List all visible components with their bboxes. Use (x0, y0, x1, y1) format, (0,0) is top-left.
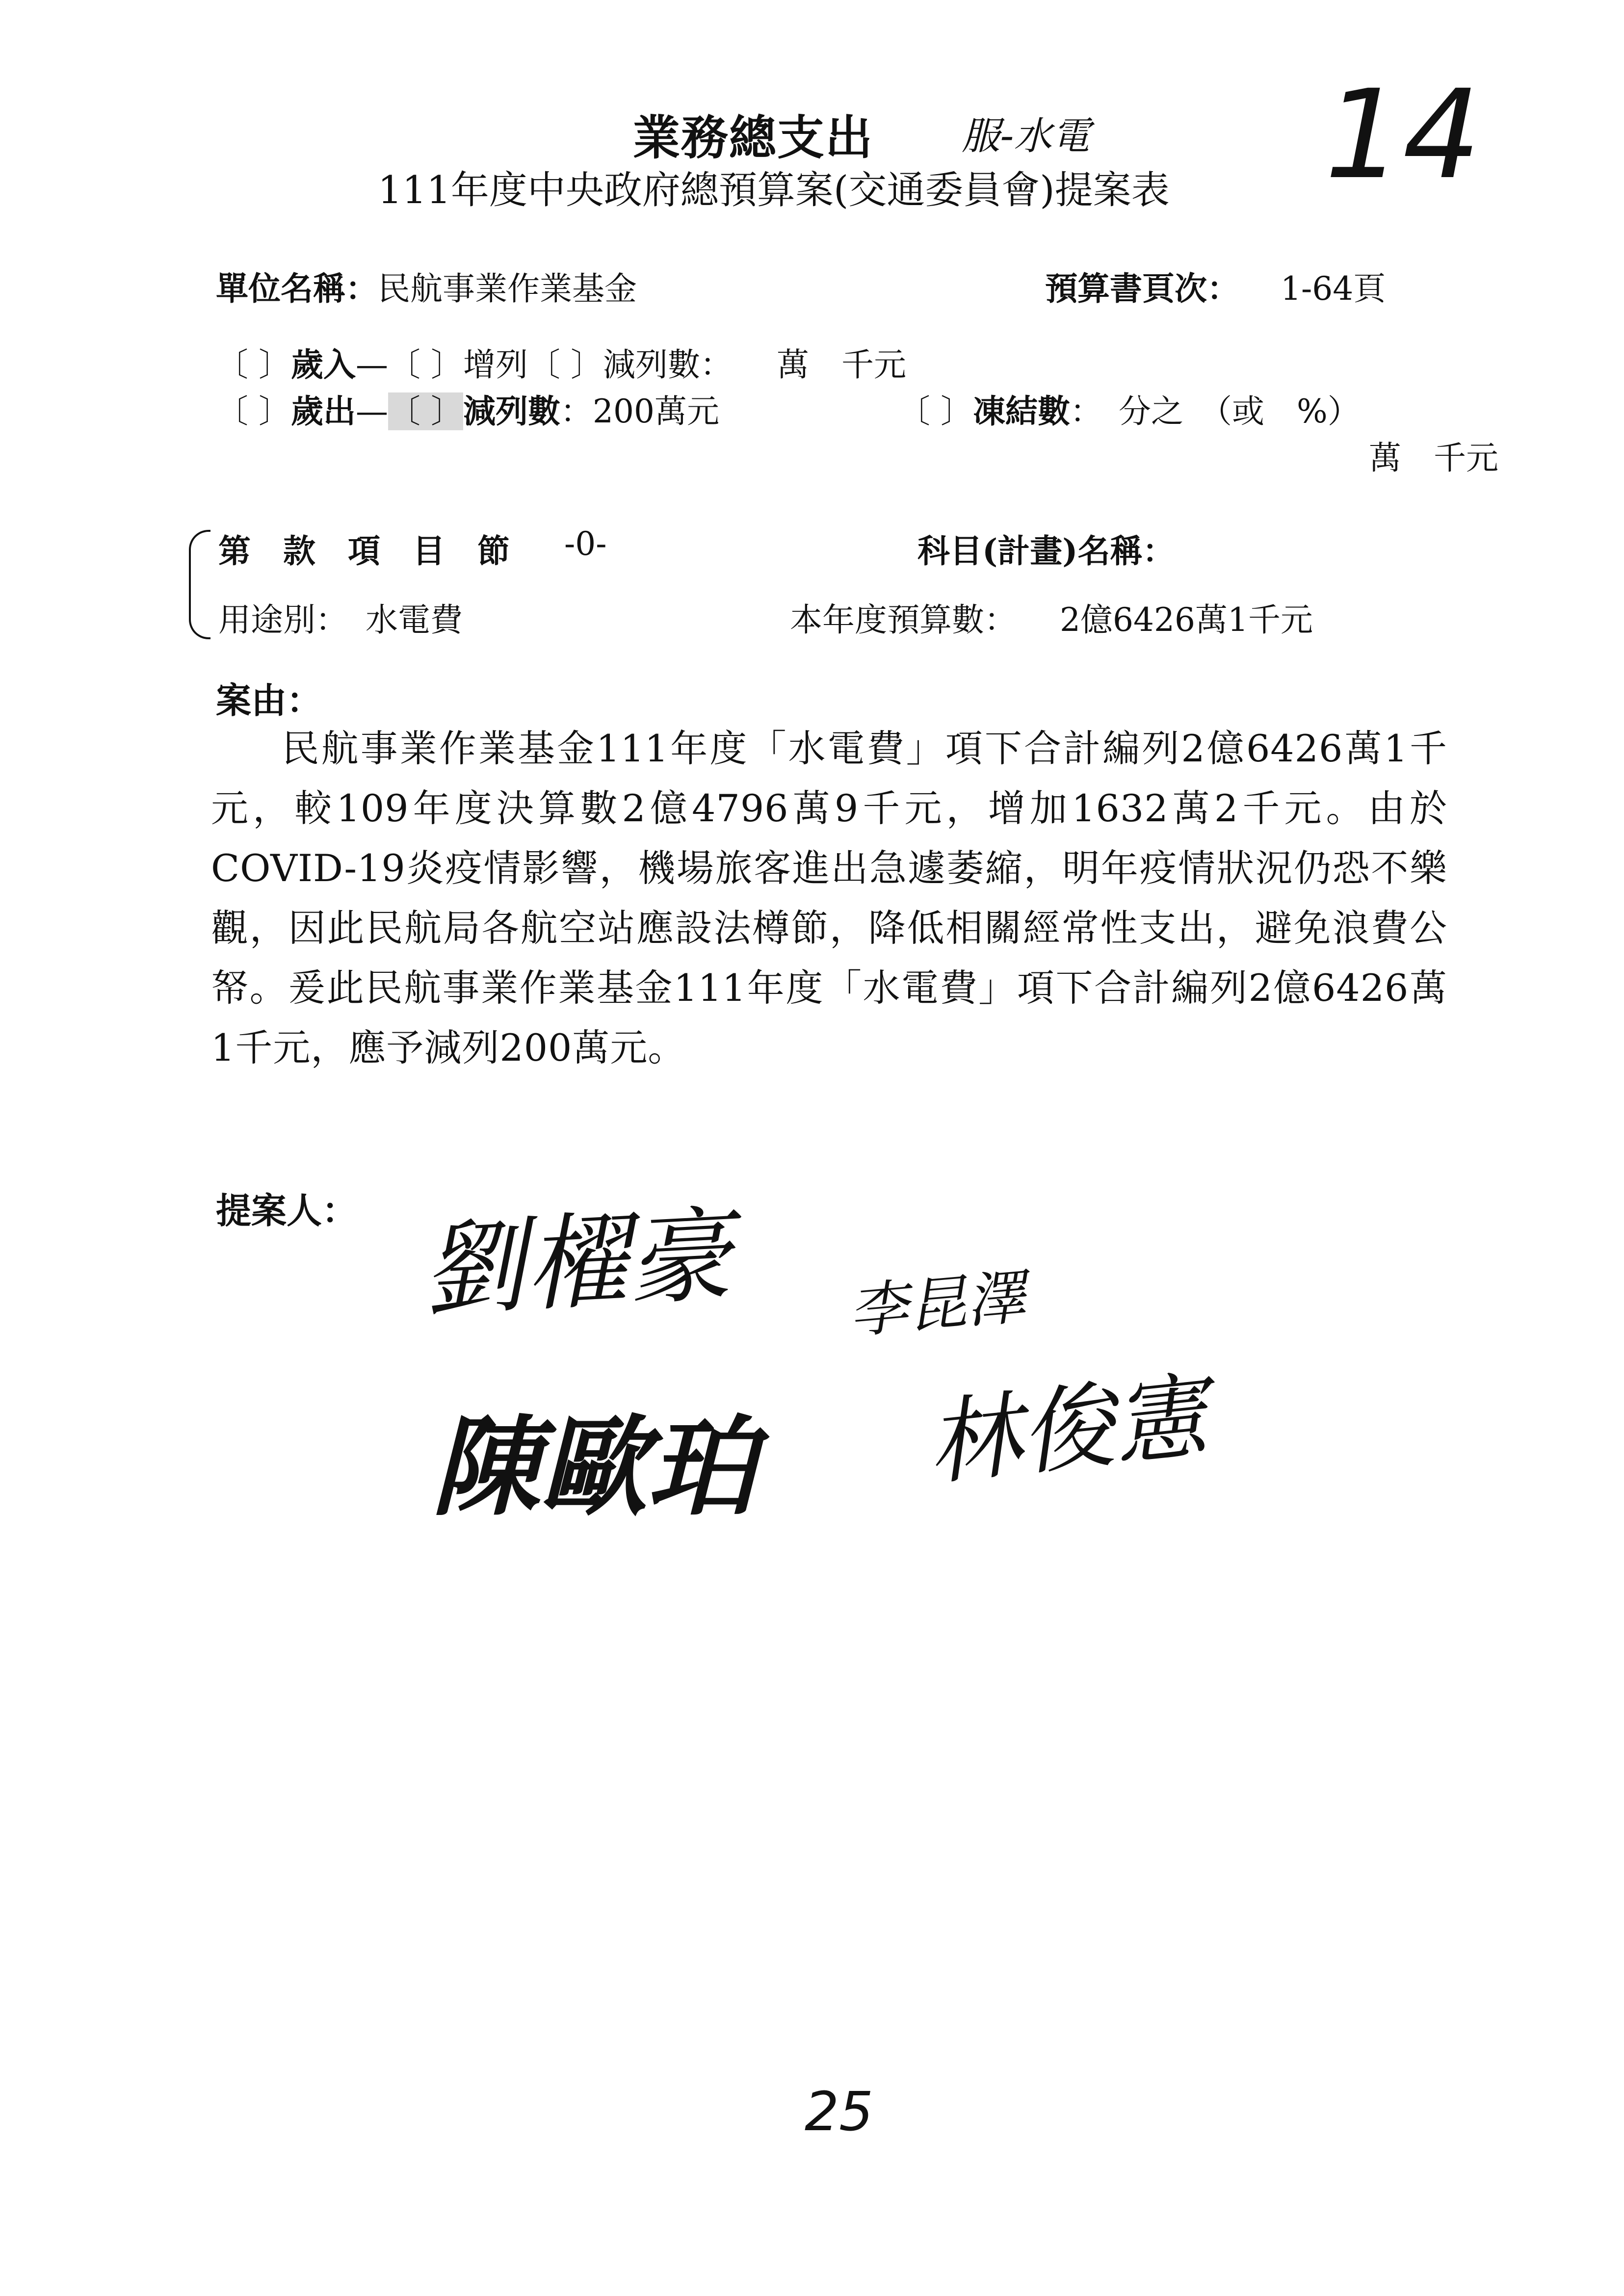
budget-page-value: 1-64頁 (1281, 270, 1386, 308)
freeze-checkbox: 〔 〕 (898, 392, 973, 430)
revenue-decrease-label: 減列數： (602, 346, 733, 384)
handwritten-note: 服-水電 (962, 114, 1091, 158)
signature: 林俊憲 (922, 1361, 1212, 1499)
signature: 陳歐珀 (432, 1403, 756, 1530)
unit-label: 單位名稱： (216, 269, 378, 308)
increase-checkbox: 〔 〕 (388, 346, 463, 384)
proposer-label: 提案人： (216, 1190, 358, 1231)
subject-label: 科目(計畫)名稱： (917, 532, 1175, 570)
freeze-fraction: ： 分之 （或 %） (1070, 392, 1360, 430)
increase-label: 增列 (463, 346, 528, 384)
handwritten-number: 14 (1325, 63, 1481, 206)
expense-decrease-checkbox: 〔 〕 (388, 392, 463, 430)
expense-decrease-label: 減列數 (463, 392, 560, 430)
case-text: 民航事業作業基金111年度「水電費」項下合計編列2億6426萬1千元，較109年度決算數2億4796萬9千元，增加1632萬2千元。由於COVID-19炎疫情影響，機場旅客進出急遽萎縮，明年疫情狀況仍恐不樂觀，因此民航局各航空站應設法樽節，降低相關經常性支出，避免浪費公帑。爰此民航事業作業基金111年度「水電費」項下合計編列2億6426萬1千元，應予減列200萬元。 (211, 727, 1447, 1070)
signature: 劉櫂豪 (419, 1195, 734, 1331)
budget-page-label: 預算書頁次： (1045, 269, 1239, 308)
revenue-units: 萬 千元 (776, 346, 906, 384)
classification-value: -0- (564, 525, 607, 563)
unit-value: 民航事業作業基金 (378, 270, 637, 308)
revenue-checkbox: 〔 〕 (216, 346, 291, 384)
freeze-line (898, 385, 1360, 432)
classification-brace (189, 530, 210, 639)
expense-amount: ：200萬元 (560, 392, 719, 430)
expense-line (216, 385, 719, 432)
budget-amount-label: 本年度預算數： (790, 601, 1017, 639)
budget-amount-value: 2億6426萬1千元 (1060, 601, 1313, 639)
revenue-dash: — (355, 346, 388, 384)
revenue-label: 歲入 (290, 345, 356, 384)
case-label: 案由： (216, 679, 322, 721)
freeze-label: 凍結數 (972, 392, 1070, 430)
expense-dash: — (355, 392, 388, 430)
revenue-line (216, 339, 906, 385)
classification-label: 第 款 項 目 節 (218, 532, 510, 570)
signature: 李昆澤 (846, 1263, 1028, 1347)
expense-checkbox: 〔 〕 (216, 392, 291, 430)
expense-label: 歲出 (290, 392, 356, 430)
document-subtitle: 111年度中央政府總預算案(交通委員會)提案表 (378, 168, 1170, 212)
page-mark: 25 (805, 2080, 873, 2143)
freeze-units: 萬 千元 (1369, 439, 1498, 477)
revenue-decrease-checkbox: 〔 〕 (527, 346, 603, 384)
document-title: 業務總支出 (633, 110, 873, 165)
usage-value: 水電費 (366, 601, 463, 639)
usage-label: 用途別： (218, 601, 348, 639)
